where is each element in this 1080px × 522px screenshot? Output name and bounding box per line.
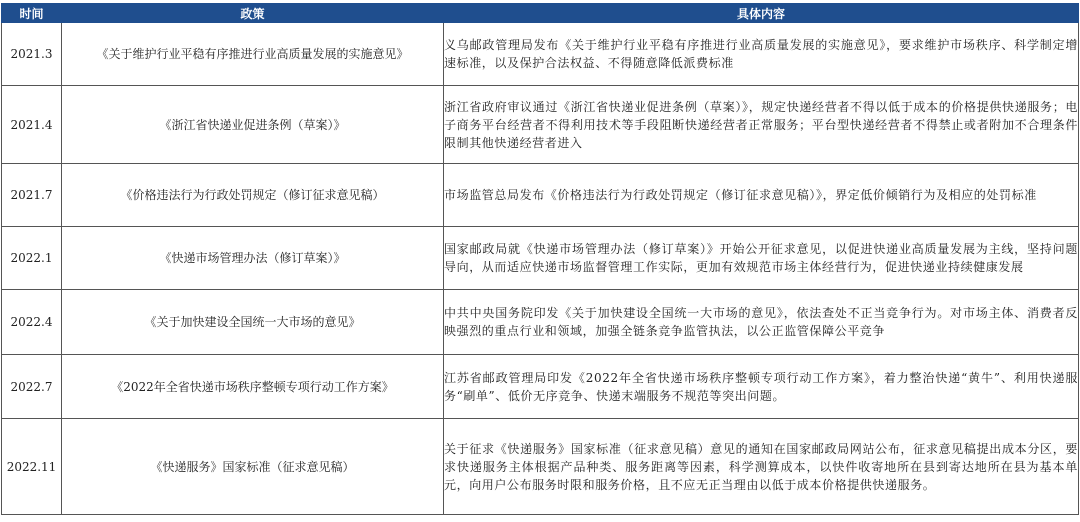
cell-content: 义乌邮政管理局发布《关于维护行业平稳有序推进行业高质量发展的实施意见》，要求维护市场秩序、科学制定增速标准，以及保护合法权益、不得随意降低派费标准 <box>444 23 1079 86</box>
cell-time: 2021.7 <box>2 164 62 227</box>
table-row <box>2 23 1079 86</box>
header-content: 具体内容 <box>444 4 1079 23</box>
table-header-row <box>2 4 1079 23</box>
cell-policy: 《快递市场管理办法（修订草案）》 <box>62 227 444 290</box>
cell-policy: 《关于加快建设全国统一大市场的意见》 <box>62 290 444 355</box>
cell-content: 浙江省政府审议通过《浙江省快递业促进条例（草案）》，规定快递经营者不得以低于成本的价格提供快递服务；电子商务平台经营者不得利用技术等手段阻断快递经营者正常服务；平台型快递经营者不得禁止或者附加不合理条件限制其他快递经营者进入 <box>444 86 1079 164</box>
cell-time: 2022.4 <box>2 290 62 355</box>
table-row <box>2 355 1079 419</box>
cell-policy: 《2022年全省快递市场秩序整顿专项行动工作方案》 <box>62 355 444 419</box>
table-row <box>2 290 1079 355</box>
cell-time: 2022.11 <box>2 419 62 515</box>
cell-content: 中共中央国务院印发《关于加快建设全国统一大市场的意见》，依法查处不正当竞争行为。对市场主体、消费者反映强烈的重点行业和领域，加强全链条竞争监管执法，以公正监管保障公平竞争 <box>444 290 1079 355</box>
cell-policy: 《价格违法行为行政处罚规定（修订征求意见稿） <box>62 164 444 227</box>
cell-policy: 《浙江省快递业促进条例（草案）》 <box>62 86 444 164</box>
cell-content: 江苏省邮政管理局印发《2022年全省快递市场秩序整顿专项行动工作方案》，着力整治快递“黄牛”、利用快递服务“刷单”、低价无序竞争、快递末端服务不规范等突出问题。 <box>444 355 1079 419</box>
table-row <box>2 86 1079 164</box>
policy-table <box>1 3 1079 515</box>
cell-time: 2021.3 <box>2 23 62 86</box>
table-row <box>2 164 1079 227</box>
cell-content: 关于征求《快递服务》国家标准（征求意见稿）意见的通知在国家邮政局网站公布，征求意见稿提出成本分区，要求快递服务主体根据产品种类、服务距离等因素，科学测算成本，以快件收寄地所在县到寄达地所在县为基本单元，向用户公布服务时限和服务价格，且不应无正当理由以低于成本价格提供快递服务。 <box>444 419 1079 515</box>
header-policy: 政策 <box>62 4 444 23</box>
cell-policy: 《关于维护行业平稳有序推进行业高质量发展的实施意见》 <box>62 23 444 86</box>
header-time: 时间 <box>2 4 62 23</box>
table-row <box>2 227 1079 290</box>
cell-time: 2022.7 <box>2 355 62 419</box>
cell-content: 国家邮政局就《快递市场管理办法（修订草案）》开始公开征求意见，以促进快递业高质量发展为主线，坚持问题导向，从而适应快递市场监督管理工作实际，更加有效规范市场主体经营行为，促进快递业持续健康发展 <box>444 227 1079 290</box>
cell-time: 2022.1 <box>2 227 62 290</box>
table-row <box>2 419 1079 515</box>
cell-time: 2021.4 <box>2 86 62 164</box>
cell-content: 市场监管总局发布《价格违法行为行政处罚规定（修订征求意见稿）》，界定低价倾销行为及相应的处罚标准 <box>444 164 1079 227</box>
cell-policy: 《快递服务》国家标准（征求意见稿） <box>62 419 444 515</box>
